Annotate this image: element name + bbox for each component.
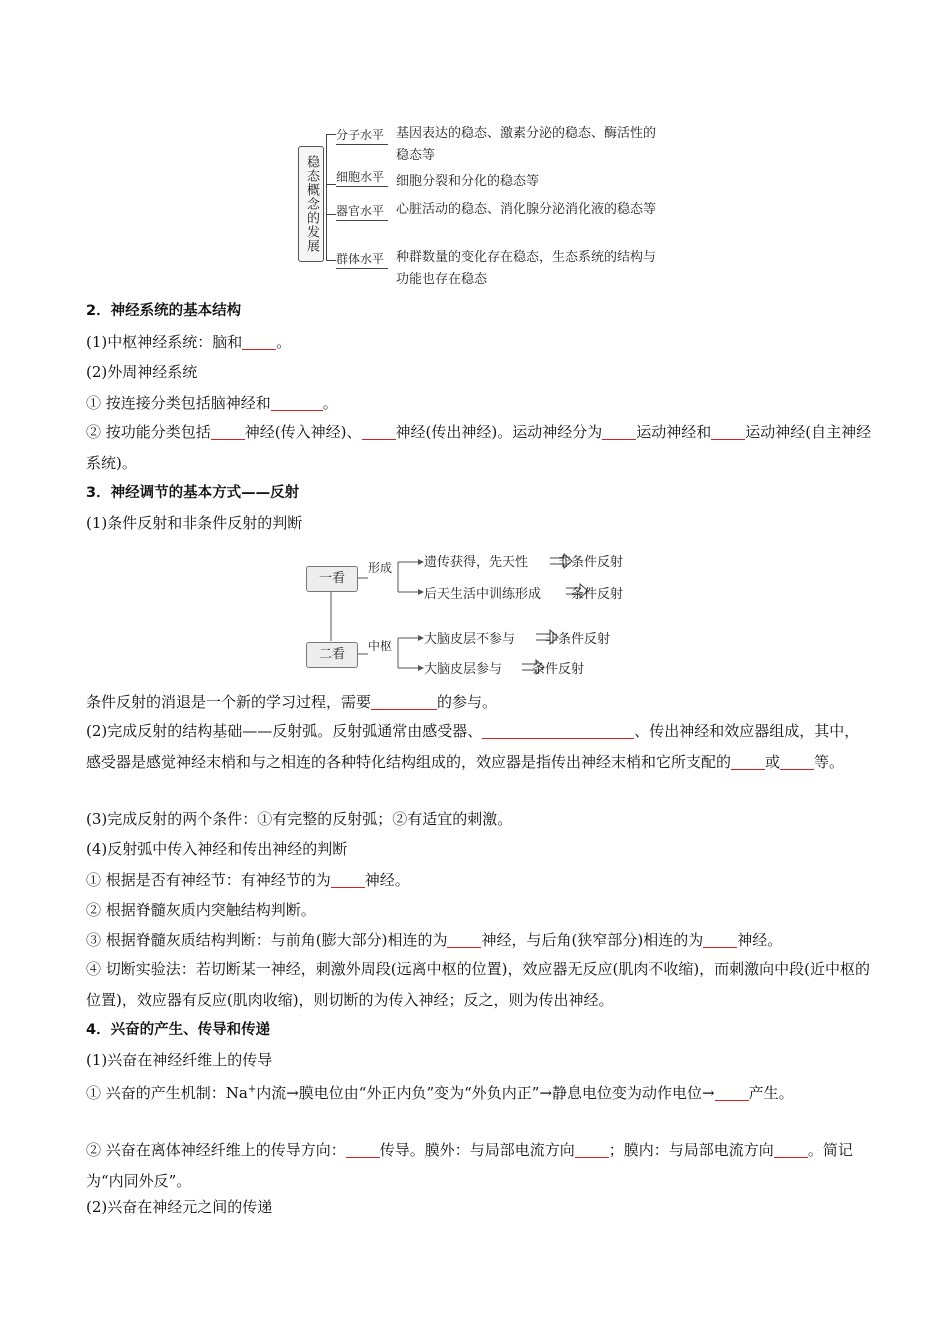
section-2-heading: 2．神经系统的基本结构	[86, 303, 242, 319]
section-4-heading: 4．兴奋的产生、传导和传递	[86, 1022, 271, 1038]
answer-blank[interactable]	[362, 423, 396, 440]
diagram-item: 大脑皮层不参与 非条件反射	[424, 632, 611, 647]
homeostasis-diagram	[296, 120, 676, 295]
paragraph: (3)完成反射的两个条件：①有完整的反射弧；②有适宜的刺激。	[86, 810, 513, 828]
level-desc: 种群数量的变化存在稳态，生态系统的结构与功能也存在稳态	[396, 250, 657, 287]
answer-blank[interactable]	[482, 722, 634, 739]
answer-blank[interactable]	[242, 333, 276, 350]
level-desc: 心脏活动的稳态、消化腺分泌消化液的稳态等	[396, 202, 657, 217]
diagram-item: 后天生活中训练形成 条件反射	[424, 587, 624, 602]
paragraph: (2)外周神经系统	[86, 363, 198, 381]
diagram-root-box: 稳态概念的发展	[298, 146, 324, 262]
answer-blank[interactable]	[602, 423, 636, 440]
level-desc: 细胞分裂和分化的稳态等	[396, 174, 540, 189]
reflex-judgement-diagram	[300, 548, 660, 678]
look1-label: 形成	[368, 561, 393, 575]
look2-box: 二看	[306, 642, 358, 668]
paragraph: (2)完成反射的结构基础——反射弧。反射弧通常由感受器、 、传出神经和效应器组成，其中，感受器是感觉神经末梢和与之相连的各种特化结构组成的，效应器是指传出神经末梢和它所支配的 或 等。	[86, 722, 860, 771]
paragraph: ③ 根据脊髓灰质结构判断：与前角(膨大部分)相连的为 神经，与后角(狭窄部分)相连的为 神经。	[86, 931, 783, 949]
paragraph: ② 根据脊髓灰质内突触结构判断。	[86, 901, 316, 919]
look1-box: 一看	[306, 566, 358, 592]
level-desc: 基因表达的稳态、激素分泌的稳态、酶活性的稳态等	[396, 126, 657, 163]
paragraph: (4)反射弧中传入神经和传出神经的判断	[86, 840, 348, 858]
answer-blank[interactable]	[447, 931, 481, 948]
diagram-brace	[326, 134, 337, 260]
paragraph: ① 兴奋的产生机制：Na+内流→膜电位由“外正内负”变为“外负内正”→静息电位变为动作电位→ 产生。	[86, 1084, 794, 1102]
answer-blank[interactable]	[731, 753, 765, 770]
paragraph: ① 按连接分类包括脑神经和 。	[86, 394, 338, 412]
level-label: 器官水平	[336, 202, 388, 221]
level-label: 分子水平	[336, 126, 388, 145]
paragraph: ④ 切断实验法：若切断某一神经，刺激外周段(远离中枢的位置)，效应器无反应(肌肉不收缩)，而刺激向中段(近中枢的位置)，效应器有反应(肌肉收缩)，则切断的为传入神经；反之，则为传出神经。	[86, 960, 871, 1009]
answer-blank[interactable]	[211, 423, 245, 440]
answer-blank[interactable]	[371, 693, 437, 710]
paragraph: (1)条件反射和非条件反射的判断	[86, 514, 303, 532]
answer-blank[interactable]	[575, 1141, 609, 1158]
paragraph: 条件反射的消退是一个新的学习过程，需要 的参与。	[86, 693, 498, 711]
look2-label: 中枢	[368, 639, 393, 653]
answer-blank[interactable]	[715, 1084, 749, 1101]
level-label: 细胞水平	[336, 168, 388, 187]
answer-blank[interactable]	[346, 1141, 380, 1158]
paragraph: (2)兴奋在神经元之间的传递	[86, 1198, 273, 1216]
diagram-item: 遗传获得，先天性 非条件反射	[424, 555, 624, 570]
paragraph: (1)兴奋在神经纤维上的传导	[86, 1051, 273, 1069]
section-3-heading: 3．神经调节的基本方式——反射	[86, 485, 300, 501]
answer-blank[interactable]	[271, 394, 323, 411]
paragraph: ① 根据是否有神经节：有神经节的为 神经。	[86, 871, 410, 889]
paragraph: (1)中枢神经系统：脑和 。	[86, 333, 292, 351]
paragraph: ② 兴奋在离体神经纤维上的传导方向： 传导。膜外：与局部电流方向 ；膜内：与局部电流方向 。简记为“内同外反”。	[86, 1141, 853, 1190]
level-label: 群体水平	[336, 250, 388, 269]
diagram-item: 大脑皮层参与 条件反射	[424, 662, 585, 677]
answer-blank[interactable]	[780, 753, 814, 770]
paragraph: ② 按功能分类包括 神经(传入神经)、 神经(传出神经)。运动神经分为 运动神经和 运动神经(自主神经系统)。	[86, 423, 872, 472]
answer-blank[interactable]	[774, 1141, 808, 1158]
answer-blank[interactable]	[703, 931, 737, 948]
answer-blank[interactable]	[711, 423, 745, 440]
answer-blank[interactable]	[331, 871, 365, 888]
